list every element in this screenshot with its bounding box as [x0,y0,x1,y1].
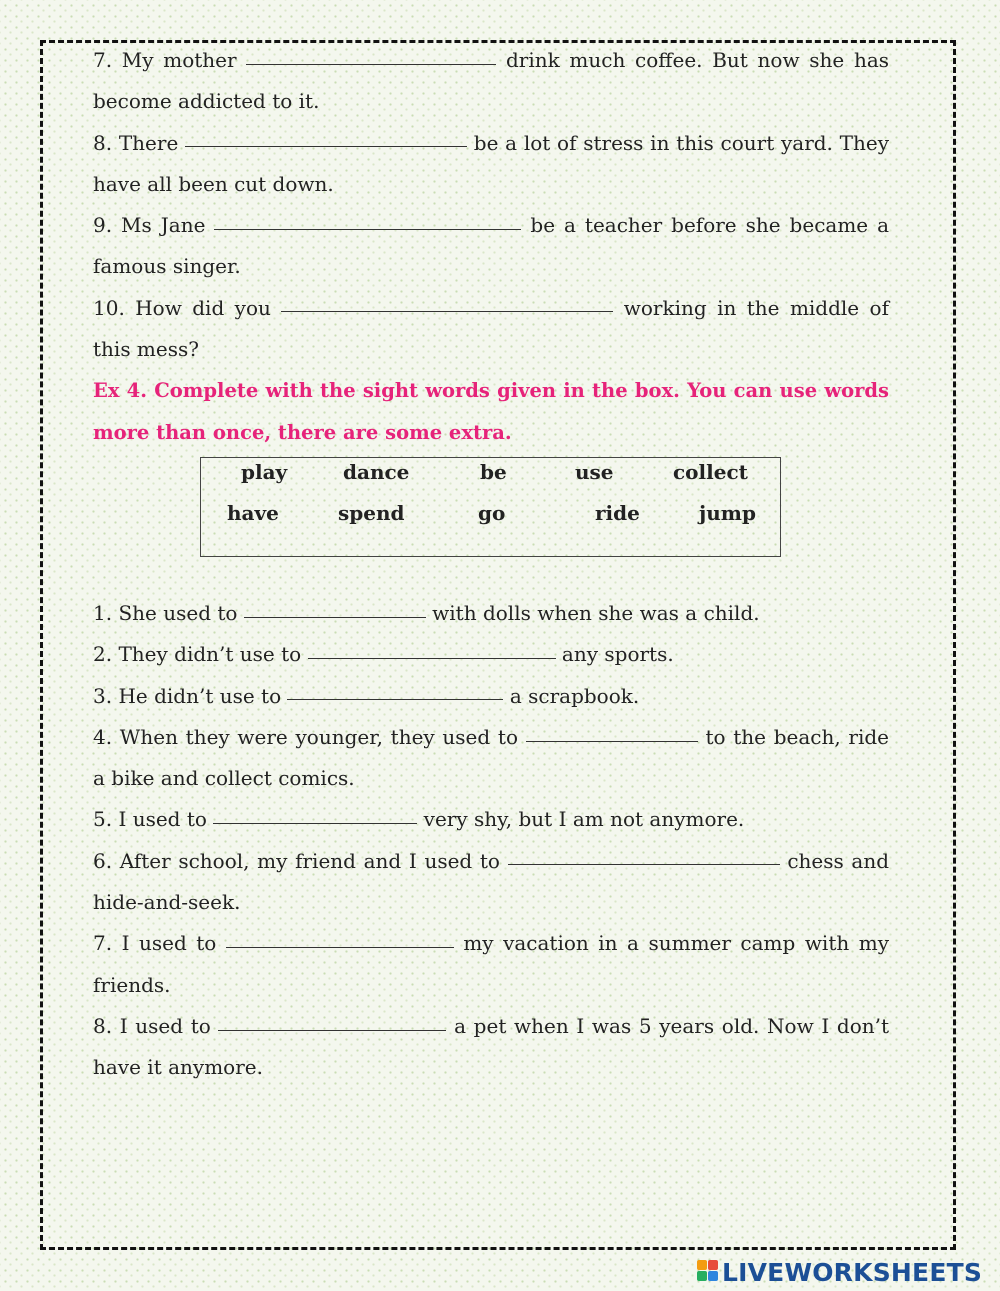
ex4-question-6-line-1: 6. After school, my friend and I used to chess and [93,848,890,873]
answer-blank-7[interactable] [246,63,496,65]
question-10-line-2: this mess? [93,337,199,362]
exercise-4-heading-line-2: more than once, there are some extra. [93,420,512,444]
word-box-item: jump [699,501,756,525]
exercise-4-heading-line-1: Ex 4. Complete with the sight words given in the box. You can use words [93,379,889,403]
word-box-item: use [575,460,614,484]
section-1 [93,40,889,453]
answer-blank-9[interactable] [214,228,521,230]
word-box [200,457,781,557]
answer-blank-8[interactable] [185,145,467,147]
word-box-item: be [480,460,507,484]
question-9-line-1: 9. Ms Jane be a teacher before she became a [93,213,890,238]
ex4-answer-blank-4[interactable] [526,740,698,742]
liveworksheets-logo[interactable] [697,1257,982,1287]
question-7-line-1: 7. My mother drink much coffee. But now she has [93,48,890,72]
ex4-question-5: 5. I used to very shy, but I am not anymore. [93,807,745,832]
question-7-line-2: become addicted to it. [93,89,320,114]
word-box-item: have [227,501,279,525]
question-8-line-1: 8. There be a lot of stress in this court yard. They [93,130,890,155]
ex4-answer-blank-3[interactable] [287,698,503,700]
question-10-line-1: 10. How did you working in the middle of [93,295,890,320]
question-9-line-2: famous singer. [93,254,241,279]
word-box-item: go [478,501,506,525]
word-box-item: spend [338,501,405,525]
ex4-question-8-line-1: 8. I used to a pet when I was 5 years old. Now I don’t [93,1013,890,1038]
ex4-answer-blank-6[interactable] [508,863,780,865]
word-box-item: ride [595,501,640,525]
ex4-question-4-line-1: 4. When they were younger, they used to to the beach, ride [93,724,889,749]
word-box-item: dance [343,460,410,484]
ex4-question-2: 2. They didn’t use to any sports. [93,642,674,667]
ex4-answer-blank-7[interactable] [226,946,454,948]
logo-text: LIVEWORKSHEETS [722,1257,983,1287]
word-box-item: collect [673,460,748,484]
answer-blank-10[interactable] [281,310,613,312]
ex4-question-7-line-1: 7. I used to my vacation in a summer camp with my [93,931,890,956]
ex4-question-4-line-2: a bike and collect comics. [93,766,355,791]
word-box-item: play [241,460,288,484]
ex4-answer-blank-8[interactable] [218,1029,446,1031]
liveworksheets-logo-icon [697,1260,719,1284]
ex4-question-1: 1. She used to with dolls when she was a child. [93,601,760,625]
ex4-answer-blank-1[interactable] [244,616,426,618]
ex4-answer-blank-5[interactable] [213,822,417,824]
ex4-question-6-line-2: hide-and-seek. [93,890,241,915]
ex4-question-3: 3. He didn’t use to a scrapbook. [93,683,640,708]
ex4-answer-blank-2[interactable] [308,657,556,659]
section-2 [93,593,889,1089]
question-8-line-2: have all been cut down. [93,171,334,196]
ex4-question-8-line-2: have it anymore. [93,1055,263,1080]
ex4-question-7-line-2: friends. [93,972,171,997]
